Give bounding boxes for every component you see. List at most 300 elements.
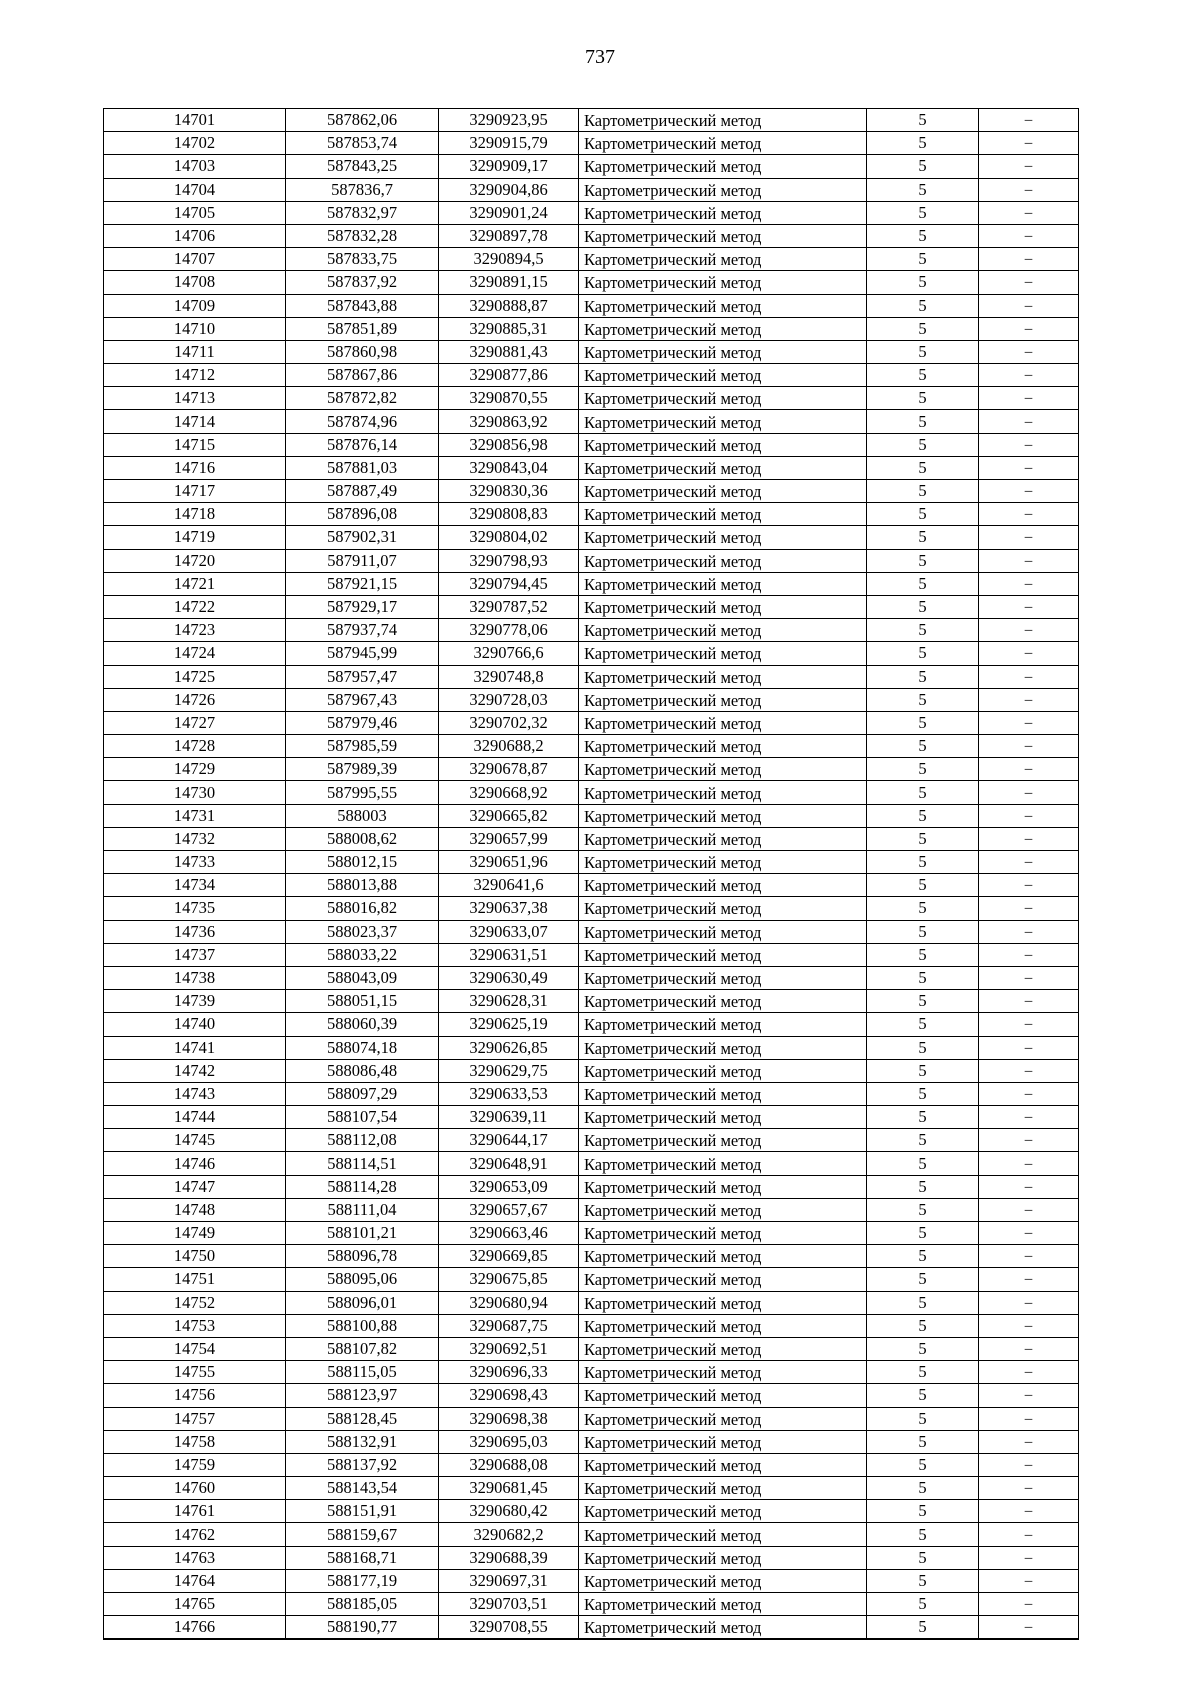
description-cell: – (979, 804, 1079, 827)
accuracy-cell: 5 (867, 526, 979, 549)
y-coordinate-cell: 3290637,38 (439, 897, 579, 920)
table-row (104, 1314, 1079, 1337)
description-cell: – (979, 781, 1079, 804)
point-number-cell: 14729 (104, 758, 286, 781)
method-cell: Картометрический метод (579, 1013, 867, 1036)
table-row (104, 688, 1079, 711)
table-row (104, 433, 1079, 456)
table-row (104, 990, 1079, 1013)
point-number-cell: 14706 (104, 224, 286, 247)
y-coordinate-cell: 3290804,02 (439, 526, 579, 549)
description-cell: – (979, 224, 1079, 247)
table-row (104, 1198, 1079, 1221)
accuracy-cell: 5 (867, 1129, 979, 1152)
method-cell: Картометрический метод (579, 1059, 867, 1082)
y-coordinate-cell: 3290885,31 (439, 317, 579, 340)
point-number-cell: 14718 (104, 503, 286, 526)
x-coordinate-cell: 587853,74 (286, 132, 439, 155)
point-number-cell: 14703 (104, 155, 286, 178)
description-cell: – (979, 735, 1079, 758)
description-cell: – (979, 1407, 1079, 1430)
accuracy-cell: 5 (867, 735, 979, 758)
description-cell: – (979, 665, 1079, 688)
x-coordinate-cell: 588114,51 (286, 1152, 439, 1175)
accuracy-cell: 5 (867, 1222, 979, 1245)
y-coordinate-cell: 3290665,82 (439, 804, 579, 827)
description-cell: – (979, 271, 1079, 294)
description-cell: – (979, 595, 1079, 618)
point-number-cell: 14717 (104, 480, 286, 503)
y-coordinate-cell: 3290915,79 (439, 132, 579, 155)
y-coordinate-cell: 3290628,31 (439, 990, 579, 1013)
description-cell: – (979, 1593, 1079, 1616)
point-number-cell: 14720 (104, 549, 286, 572)
y-coordinate-cell: 3290881,43 (439, 340, 579, 363)
accuracy-cell: 5 (867, 595, 979, 618)
method-cell: Картометрический метод (579, 943, 867, 966)
description-cell: – (979, 178, 1079, 201)
accuracy-cell: 5 (867, 1082, 979, 1105)
table-row (104, 1384, 1079, 1407)
method-cell: Картометрический метод (579, 572, 867, 595)
method-cell: Картометрический метод (579, 387, 867, 410)
method-cell: Картометрический метод (579, 201, 867, 224)
description-cell: – (979, 109, 1079, 132)
point-number-cell: 14765 (104, 1593, 286, 1616)
accuracy-cell: 5 (867, 271, 979, 294)
method-cell: Картометрический метод (579, 1616, 867, 1640)
point-number-cell: 14764 (104, 1569, 286, 1592)
y-coordinate-cell: 3290904,86 (439, 178, 579, 201)
description-cell: – (979, 549, 1079, 572)
method-cell: Картометрический метод (579, 433, 867, 456)
accuracy-cell: 5 (867, 1361, 979, 1384)
table-row (104, 595, 1079, 618)
method-cell: Картометрический метод (579, 874, 867, 897)
method-cell: Картометрический метод (579, 1036, 867, 1059)
y-coordinate-cell: 3290653,09 (439, 1175, 579, 1198)
x-coordinate-cell: 587833,75 (286, 248, 439, 271)
point-number-cell: 14742 (104, 1059, 286, 1082)
x-coordinate-cell: 587989,39 (286, 758, 439, 781)
y-coordinate-cell: 3290748,8 (439, 665, 579, 688)
table-row (104, 1175, 1079, 1198)
x-coordinate-cell: 587851,89 (286, 317, 439, 340)
point-number-cell: 14766 (104, 1616, 286, 1640)
table-row (104, 480, 1079, 503)
method-cell: Картометрический метод (579, 1384, 867, 1407)
point-number-cell: 14721 (104, 572, 286, 595)
description-cell: – (979, 387, 1079, 410)
table-row (104, 526, 1079, 549)
x-coordinate-cell: 588111,04 (286, 1198, 439, 1221)
y-coordinate-cell: 3290794,45 (439, 572, 579, 595)
y-coordinate-cell: 3290698,43 (439, 1384, 579, 1407)
method-cell: Картометрический метод (579, 224, 867, 247)
x-coordinate-cell: 588096,01 (286, 1291, 439, 1314)
description-cell: – (979, 1152, 1079, 1175)
accuracy-cell: 5 (867, 711, 979, 734)
x-coordinate-cell: 587937,74 (286, 619, 439, 642)
description-cell: – (979, 456, 1079, 479)
x-coordinate-cell: 587843,25 (286, 155, 439, 178)
method-cell: Картометрический метод (579, 1569, 867, 1592)
y-coordinate-cell: 3290787,52 (439, 595, 579, 618)
description-cell: – (979, 1453, 1079, 1476)
x-coordinate-cell: 588137,92 (286, 1453, 439, 1476)
method-cell: Картометрический метод (579, 1314, 867, 1337)
point-number-cell: 14755 (104, 1361, 286, 1384)
x-coordinate-cell: 588115,05 (286, 1361, 439, 1384)
accuracy-cell: 5 (867, 1314, 979, 1337)
y-coordinate-cell: 3290648,91 (439, 1152, 579, 1175)
method-cell: Картометрический метод (579, 1361, 867, 1384)
y-coordinate-cell: 3290633,07 (439, 920, 579, 943)
x-coordinate-cell: 588159,67 (286, 1523, 439, 1546)
y-coordinate-cell: 3290663,46 (439, 1222, 579, 1245)
table-row (104, 271, 1079, 294)
description-cell: – (979, 1384, 1079, 1407)
x-coordinate-cell: 587921,15 (286, 572, 439, 595)
point-number-cell: 14724 (104, 642, 286, 665)
description-cell: – (979, 294, 1079, 317)
point-number-cell: 14747 (104, 1175, 286, 1198)
x-coordinate-cell: 588107,82 (286, 1337, 439, 1360)
accuracy-cell: 5 (867, 1500, 979, 1523)
point-number-cell: 14741 (104, 1036, 286, 1059)
description-cell: – (979, 897, 1079, 920)
table-row (104, 665, 1079, 688)
table-row (104, 132, 1079, 155)
table-row (104, 1152, 1079, 1175)
description-cell: – (979, 1430, 1079, 1453)
point-number-cell: 14707 (104, 248, 286, 271)
table-row (104, 1059, 1079, 1082)
accuracy-cell: 5 (867, 503, 979, 526)
accuracy-cell: 5 (867, 155, 979, 178)
point-number-cell: 14761 (104, 1500, 286, 1523)
x-coordinate-cell: 588086,48 (286, 1059, 439, 1082)
accuracy-cell: 5 (867, 1384, 979, 1407)
table-row (104, 1013, 1079, 1036)
point-number-cell: 14725 (104, 665, 286, 688)
y-coordinate-cell: 3290687,75 (439, 1314, 579, 1337)
table-row (104, 827, 1079, 850)
accuracy-cell: 5 (867, 340, 979, 363)
point-number-cell: 14732 (104, 827, 286, 850)
x-coordinate-cell: 588060,39 (286, 1013, 439, 1036)
point-number-cell: 14701 (104, 109, 286, 132)
method-cell: Картометрический метод (579, 271, 867, 294)
y-coordinate-cell: 3290863,92 (439, 410, 579, 433)
description-cell: – (979, 1106, 1079, 1129)
point-number-cell: 14726 (104, 688, 286, 711)
method-cell: Картометрический метод (579, 456, 867, 479)
point-number-cell: 14702 (104, 132, 286, 155)
accuracy-cell: 5 (867, 1337, 979, 1360)
method-cell: Картометрический метод (579, 920, 867, 943)
table-row (104, 1361, 1079, 1384)
y-coordinate-cell: 3290808,83 (439, 503, 579, 526)
method-cell: Картометрический метод (579, 711, 867, 734)
y-coordinate-cell: 3290657,67 (439, 1198, 579, 1221)
accuracy-cell: 5 (867, 549, 979, 572)
x-coordinate-cell: 588101,21 (286, 1222, 439, 1245)
description-cell: – (979, 1082, 1079, 1105)
method-cell: Картометрический метод (579, 851, 867, 874)
method-cell: Картометрический метод (579, 1222, 867, 1245)
x-coordinate-cell: 587979,46 (286, 711, 439, 734)
description-cell: – (979, 364, 1079, 387)
method-cell: Картометрический метод (579, 827, 867, 850)
description-cell: – (979, 410, 1079, 433)
x-coordinate-cell: 587902,31 (286, 526, 439, 549)
x-coordinate-cell: 588074,18 (286, 1036, 439, 1059)
point-number-cell: 14731 (104, 804, 286, 827)
point-number-cell: 14713 (104, 387, 286, 410)
point-number-cell: 14763 (104, 1546, 286, 1569)
method-cell: Картометрический метод (579, 781, 867, 804)
point-number-cell: 14753 (104, 1314, 286, 1337)
method-cell: Картометрический метод (579, 1430, 867, 1453)
table-row (104, 410, 1079, 433)
y-coordinate-cell: 3290629,75 (439, 1059, 579, 1082)
y-coordinate-cell: 3290680,42 (439, 1500, 579, 1523)
table-row (104, 1082, 1079, 1105)
y-coordinate-cell: 3290641,6 (439, 874, 579, 897)
accuracy-cell: 5 (867, 1013, 979, 1036)
accuracy-cell: 5 (867, 1593, 979, 1616)
method-cell: Картометрический метод (579, 1291, 867, 1314)
method-cell: Картометрический метод (579, 1198, 867, 1221)
description-cell: – (979, 851, 1079, 874)
point-number-cell: 14744 (104, 1106, 286, 1129)
point-number-cell: 14751 (104, 1268, 286, 1291)
method-cell: Картометрический метод (579, 1106, 867, 1129)
x-coordinate-cell: 587896,08 (286, 503, 439, 526)
table-row (104, 201, 1079, 224)
table-row (104, 711, 1079, 734)
y-coordinate-cell: 3290697,31 (439, 1569, 579, 1592)
accuracy-cell: 5 (867, 572, 979, 595)
description-cell: – (979, 711, 1079, 734)
y-coordinate-cell: 3290688,2 (439, 735, 579, 758)
method-cell: Картометрический метод (579, 758, 867, 781)
point-number-cell: 14756 (104, 1384, 286, 1407)
point-number-cell: 14714 (104, 410, 286, 433)
accuracy-cell: 5 (867, 1198, 979, 1221)
description-cell: – (979, 688, 1079, 711)
point-number-cell: 14705 (104, 201, 286, 224)
description-cell: – (979, 1477, 1079, 1500)
description-cell: – (979, 1198, 1079, 1221)
point-number-cell: 14743 (104, 1082, 286, 1105)
method-cell: Картометрический метод (579, 155, 867, 178)
description-cell: – (979, 1616, 1079, 1640)
accuracy-cell: 5 (867, 1268, 979, 1291)
accuracy-cell: 5 (867, 619, 979, 642)
point-number-cell: 14739 (104, 990, 286, 1013)
point-number-cell: 14730 (104, 781, 286, 804)
y-coordinate-cell: 3290625,19 (439, 1013, 579, 1036)
x-coordinate-cell: 588123,97 (286, 1384, 439, 1407)
table-row (104, 897, 1079, 920)
x-coordinate-cell: 587967,43 (286, 688, 439, 711)
accuracy-cell: 5 (867, 224, 979, 247)
coordinates-table (103, 108, 1079, 1640)
table-row (104, 1291, 1079, 1314)
method-cell: Картометрический метод (579, 1175, 867, 1198)
method-cell: Картометрический метод (579, 1523, 867, 1546)
y-coordinate-cell: 3290830,36 (439, 480, 579, 503)
description-cell: – (979, 1569, 1079, 1592)
accuracy-cell: 5 (867, 1407, 979, 1430)
description-cell: – (979, 132, 1079, 155)
description-cell: – (979, 1291, 1079, 1314)
point-number-cell: 14727 (104, 711, 286, 734)
method-cell: Картометрический метод (579, 1245, 867, 1268)
table-row (104, 572, 1079, 595)
table-row (104, 1337, 1079, 1360)
page-number: 737 (585, 46, 615, 68)
accuracy-cell: 5 (867, 990, 979, 1013)
description-cell: – (979, 1129, 1079, 1152)
method-cell: Картометрический метод (579, 897, 867, 920)
description-cell: – (979, 642, 1079, 665)
method-cell: Картометрический метод (579, 665, 867, 688)
accuracy-cell: 5 (867, 688, 979, 711)
method-cell: Картометрический метод (579, 480, 867, 503)
x-coordinate-cell: 587836,7 (286, 178, 439, 201)
description-cell: – (979, 1059, 1079, 1082)
method-cell: Картометрический метод (579, 549, 867, 572)
y-coordinate-cell: 3290923,95 (439, 109, 579, 132)
table-row (104, 1616, 1079, 1640)
accuracy-cell: 5 (867, 178, 979, 201)
accuracy-cell: 5 (867, 294, 979, 317)
method-cell: Картометрический метод (579, 1477, 867, 1500)
method-cell: Картометрический метод (579, 1337, 867, 1360)
table-row (104, 178, 1079, 201)
y-coordinate-cell: 3290877,86 (439, 364, 579, 387)
x-coordinate-cell: 588107,54 (286, 1106, 439, 1129)
description-cell: – (979, 201, 1079, 224)
y-coordinate-cell: 3290626,85 (439, 1036, 579, 1059)
description-cell: – (979, 758, 1079, 781)
table-row (104, 1222, 1079, 1245)
x-coordinate-cell: 587860,98 (286, 340, 439, 363)
table-row (104, 943, 1079, 966)
method-cell: Картометрический метод (579, 1500, 867, 1523)
point-number-cell: 14733 (104, 851, 286, 874)
accuracy-cell: 5 (867, 1477, 979, 1500)
method-cell: Картометрический метод (579, 642, 867, 665)
accuracy-cell: 5 (867, 1453, 979, 1476)
method-cell: Картометрический метод (579, 1152, 867, 1175)
point-number-cell: 14709 (104, 294, 286, 317)
y-coordinate-cell: 3290766,6 (439, 642, 579, 665)
point-number-cell: 14750 (104, 1245, 286, 1268)
y-coordinate-cell: 3290695,03 (439, 1430, 579, 1453)
x-coordinate-cell: 588033,22 (286, 943, 439, 966)
method-cell: Картометрический метод (579, 595, 867, 618)
description-cell: – (979, 1036, 1079, 1059)
y-coordinate-cell: 3290669,85 (439, 1245, 579, 1268)
table-row (104, 619, 1079, 642)
description-cell: – (979, 1361, 1079, 1384)
table-row (104, 1569, 1079, 1592)
description-cell: – (979, 943, 1079, 966)
y-coordinate-cell: 3290681,45 (439, 1477, 579, 1500)
accuracy-cell: 5 (867, 781, 979, 804)
description-cell: – (979, 966, 1079, 989)
y-coordinate-cell: 3290894,5 (439, 248, 579, 271)
accuracy-cell: 5 (867, 758, 979, 781)
point-number-cell: 14711 (104, 340, 286, 363)
point-number-cell: 14723 (104, 619, 286, 642)
accuracy-cell: 5 (867, 1430, 979, 1453)
accuracy-cell: 5 (867, 1175, 979, 1198)
accuracy-cell: 5 (867, 804, 979, 827)
x-coordinate-cell: 587832,97 (286, 201, 439, 224)
table-row (104, 1546, 1079, 1569)
y-coordinate-cell: 3290856,98 (439, 433, 579, 456)
accuracy-cell: 5 (867, 1291, 979, 1314)
table-row (104, 109, 1079, 132)
y-coordinate-cell: 3290639,11 (439, 1106, 579, 1129)
table-row (104, 387, 1079, 410)
accuracy-cell: 5 (867, 1059, 979, 1082)
point-number-cell: 14715 (104, 433, 286, 456)
accuracy-cell: 5 (867, 943, 979, 966)
table-row (104, 1407, 1079, 1430)
x-coordinate-cell: 588051,15 (286, 990, 439, 1013)
method-cell: Картометрический метод (579, 1593, 867, 1616)
table-row (104, 456, 1079, 479)
table-row (104, 155, 1079, 178)
x-coordinate-cell: 588095,06 (286, 1268, 439, 1291)
point-number-cell: 14736 (104, 920, 286, 943)
y-coordinate-cell: 3290692,51 (439, 1337, 579, 1360)
accuracy-cell: 5 (867, 874, 979, 897)
accuracy-cell: 5 (867, 1523, 979, 1546)
point-number-cell: 14728 (104, 735, 286, 758)
description-cell: – (979, 1013, 1079, 1036)
description-cell: – (979, 1337, 1079, 1360)
description-cell: – (979, 155, 1079, 178)
table-row (104, 340, 1079, 363)
accuracy-cell: 5 (867, 387, 979, 410)
description-cell: – (979, 317, 1079, 340)
accuracy-cell: 5 (867, 480, 979, 503)
y-coordinate-cell: 3290680,94 (439, 1291, 579, 1314)
accuracy-cell: 5 (867, 410, 979, 433)
x-coordinate-cell: 588043,09 (286, 966, 439, 989)
method-cell: Картометрический метод (579, 410, 867, 433)
x-coordinate-cell: 587887,49 (286, 480, 439, 503)
point-number-cell: 14762 (104, 1523, 286, 1546)
accuracy-cell: 5 (867, 456, 979, 479)
method-cell: Картометрический метод (579, 178, 867, 201)
y-coordinate-cell: 3290870,55 (439, 387, 579, 410)
table-row (104, 1268, 1079, 1291)
y-coordinate-cell: 3290633,53 (439, 1082, 579, 1105)
point-number-cell: 14735 (104, 897, 286, 920)
accuracy-cell: 5 (867, 642, 979, 665)
point-number-cell: 14722 (104, 595, 286, 618)
point-number-cell: 14748 (104, 1198, 286, 1221)
y-coordinate-cell: 3290843,04 (439, 456, 579, 479)
